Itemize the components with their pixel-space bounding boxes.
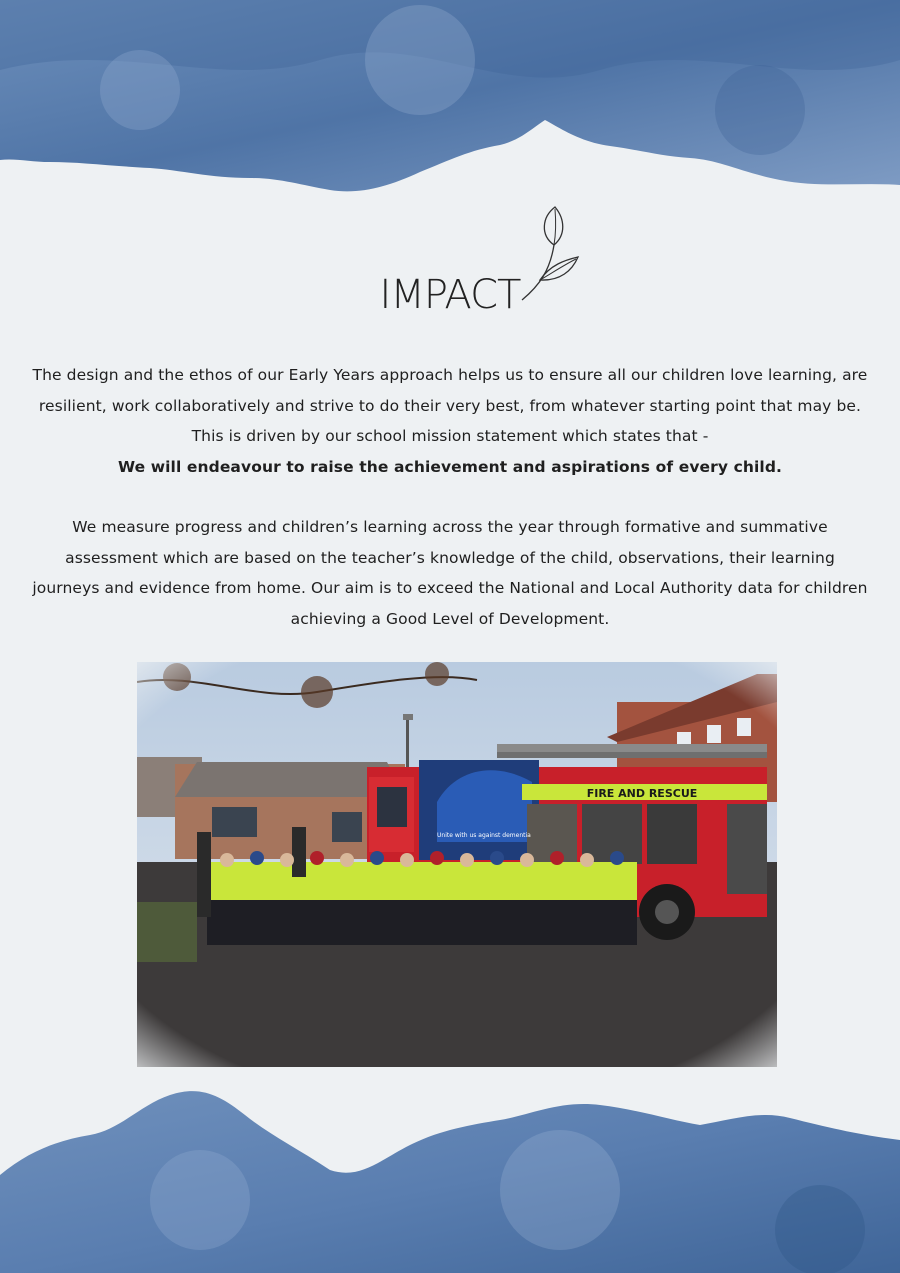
- fire-engine-visit-photo: [137, 662, 777, 1067]
- intro-paragraph: [30, 360, 870, 482]
- title-block: [300, 205, 600, 325]
- top-watercolor-wash: [0, 0, 900, 200]
- class-photo: [137, 662, 777, 1067]
- page-title: IMPACT: [379, 272, 521, 318]
- mission-statement: We will endeavour to raise the achievement and aspirations of every child.: [117, 457, 783, 476]
- leaf-icon: [510, 205, 580, 305]
- bottom-watercolor-wash: [0, 1080, 900, 1273]
- assessment-paragraph: We measure progress and children’s learning across the year through formative and summative assessment which are based on the teacher’s knowledge of the child, observations, their learning journeys and evidence from home. Our aim is to exceed the National and Local Authority data for children achieving a Good Level of Development.: [32, 518, 868, 628]
- intro-text: The design and the ethos of our Early Years approach helps us to ensure all our children love learning, are resilient, work collaboratively and strive to do their very best, from whatever starting point that may be. This is driven by our school mission statement which states that -: [32, 366, 868, 445]
